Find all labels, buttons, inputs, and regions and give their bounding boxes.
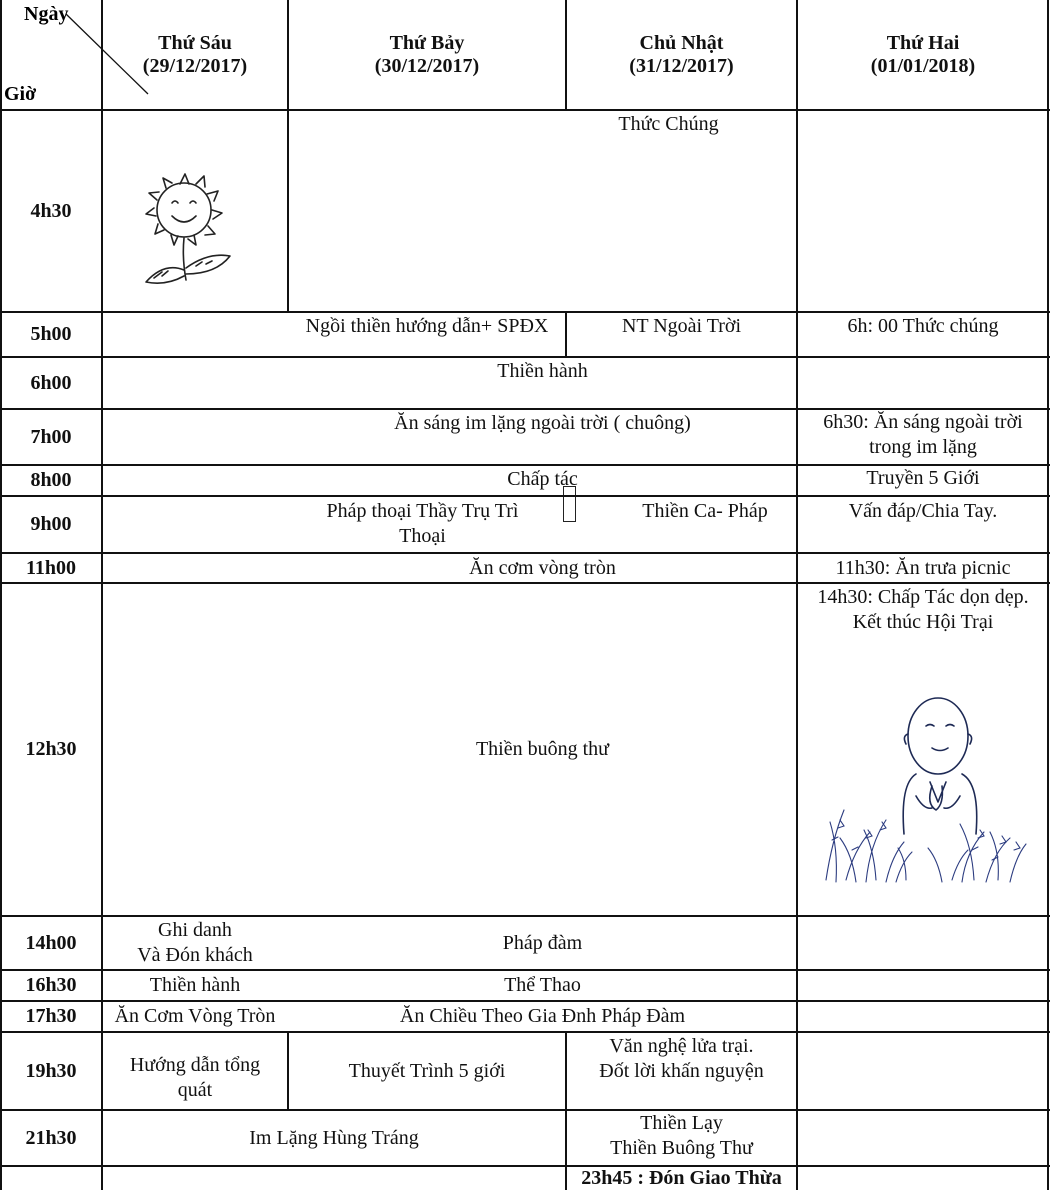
cell-an-chieu: Ăn Chiều Theo Gia Đnh Pháp Đàm xyxy=(399,1005,686,1027)
cell-thien-lay: Thiền Lạy Thiền Buông Thư xyxy=(610,1112,753,1159)
header-friday xyxy=(102,0,288,110)
cell-don-giao-thua: 23h45 : Đón Giao Thừa xyxy=(581,1166,782,1189)
grid-line xyxy=(0,109,1050,111)
day-name: Thứ Bảy xyxy=(389,32,465,54)
cell-huong-dan: Hướng dẫn tổng quát xyxy=(129,1054,261,1101)
cell-ngoi-thien: Ngồi thiền hướng dẫn+ SPĐX xyxy=(305,315,549,337)
cell-thuc-chung-monday: 6h: 00 Thức chúng xyxy=(847,315,999,337)
cell-thuyet-trinh: Thuyết Trình 5 giới xyxy=(348,1059,506,1082)
grid-line xyxy=(0,1000,1050,1002)
time-14h00: 14h00 xyxy=(25,931,77,954)
day-name: Chủ Nhật xyxy=(639,32,724,54)
day-name: Thứ Hai xyxy=(886,32,960,54)
grid-line xyxy=(0,1109,1050,1111)
grid-line xyxy=(287,1032,289,1110)
corner-time-label: Giờ xyxy=(4,83,37,105)
cell-thien-ca: Thiền Ca- Pháp xyxy=(642,500,768,522)
day-date: (01/01/2018) xyxy=(870,55,976,77)
grid-line xyxy=(0,1165,1050,1167)
cell-van-dap: Vấn đáp/Chia Tay. xyxy=(848,500,998,522)
sunflower-icon xyxy=(134,172,248,290)
grid-line xyxy=(1047,0,1049,1190)
cell-an-sang: Ăn sáng im lặng ngoài trời ( chuông) xyxy=(394,412,691,434)
time-7h00: 7h00 xyxy=(30,425,72,448)
corner-day-label: Ngày xyxy=(24,3,69,25)
grid-line xyxy=(796,0,798,1190)
time-19h30: 19h30 xyxy=(25,1059,77,1082)
cell-an-trua: 11h30: Ăn trưa picnic xyxy=(835,556,1011,579)
grid-line xyxy=(0,408,1050,410)
cell-the-thao: Thể Thao xyxy=(504,974,581,996)
day-date: (29/12/2017) xyxy=(142,55,248,77)
time-17h30: 17h30 xyxy=(25,1005,77,1027)
grid-line xyxy=(0,495,1050,497)
time-12h30: 12h30 xyxy=(25,738,77,760)
grid-line xyxy=(0,0,2,1190)
grid-line xyxy=(0,915,1050,917)
cell-truyen-5-gioi: Truyền 5 Giới xyxy=(866,467,980,489)
grid-line xyxy=(101,0,103,1190)
grid-line xyxy=(0,969,1050,971)
cell-nt-ngoai-troi: NT Ngoài Trời xyxy=(621,315,742,337)
grid-line xyxy=(0,582,1050,584)
monk-icon xyxy=(822,690,1028,890)
day-date: (31/12/2017) xyxy=(629,55,734,77)
header-sunday xyxy=(566,0,797,110)
cell-chap-tac-monday: 14h30: Chấp Tác dọn dẹp. Kết thúc Hội Trại xyxy=(817,586,1029,633)
cell-im-lang: Im Lặng Hùng Tráng xyxy=(249,1126,419,1149)
time-16h30: 16h30 xyxy=(25,974,77,996)
grid-line xyxy=(565,1032,567,1190)
header-monday xyxy=(797,0,1049,110)
cell-thuc-chung: Thức Chúng xyxy=(618,113,719,135)
cell-van-nghe: Văn nghệ lửa trại. Đốt lời khấn nguyện xyxy=(599,1035,764,1082)
time-11h00: 11h00 xyxy=(25,556,77,579)
time-6h00: 6h00 xyxy=(30,371,72,394)
cell-chap-tac: Chấp tác xyxy=(507,468,578,490)
time-21h30: 21h30 xyxy=(25,1126,77,1149)
grid-line xyxy=(0,311,1050,313)
time-4h30: 4h30 xyxy=(30,199,72,222)
header-saturday xyxy=(288,0,566,110)
grid-line xyxy=(0,356,1050,358)
time-8h00: 8h00 xyxy=(30,469,72,491)
cell-an-sang-monday: 6h30: Ăn sáng ngoài trời trong im lặng xyxy=(823,411,1023,458)
cell-thien-buong-thu: Thiền buông thư xyxy=(475,738,610,760)
day-date: (30/12/2017) xyxy=(374,55,480,77)
cell-an-com-vong-tron: Ăn cơm vòng tròn xyxy=(469,556,616,579)
cell-an-com-friday: Ăn Cơm Vòng Tròn xyxy=(114,1005,276,1027)
grid-line xyxy=(0,1031,1050,1033)
cell-phap-dam: Pháp đàm xyxy=(502,931,583,954)
grid-line xyxy=(0,552,1050,554)
day-name: Thứ Sáu xyxy=(158,32,232,54)
grid-line xyxy=(0,464,1050,466)
grid-line xyxy=(565,312,567,357)
grid-line xyxy=(565,0,567,110)
cell-thien-hanh-morning: Thiền hành xyxy=(497,360,588,382)
cell-ghi-danh: Ghi danh Và Đón khách xyxy=(137,919,253,966)
time-5h00: 5h00 xyxy=(30,323,72,345)
time-9h00: 9h00 xyxy=(30,513,72,535)
grid-line xyxy=(287,0,289,312)
cell-thien-hanh-afternoon: Thiền hành xyxy=(149,974,241,996)
cell-phap-thoai: Pháp thoại Thầy Trụ Trì Thoại xyxy=(326,500,519,547)
